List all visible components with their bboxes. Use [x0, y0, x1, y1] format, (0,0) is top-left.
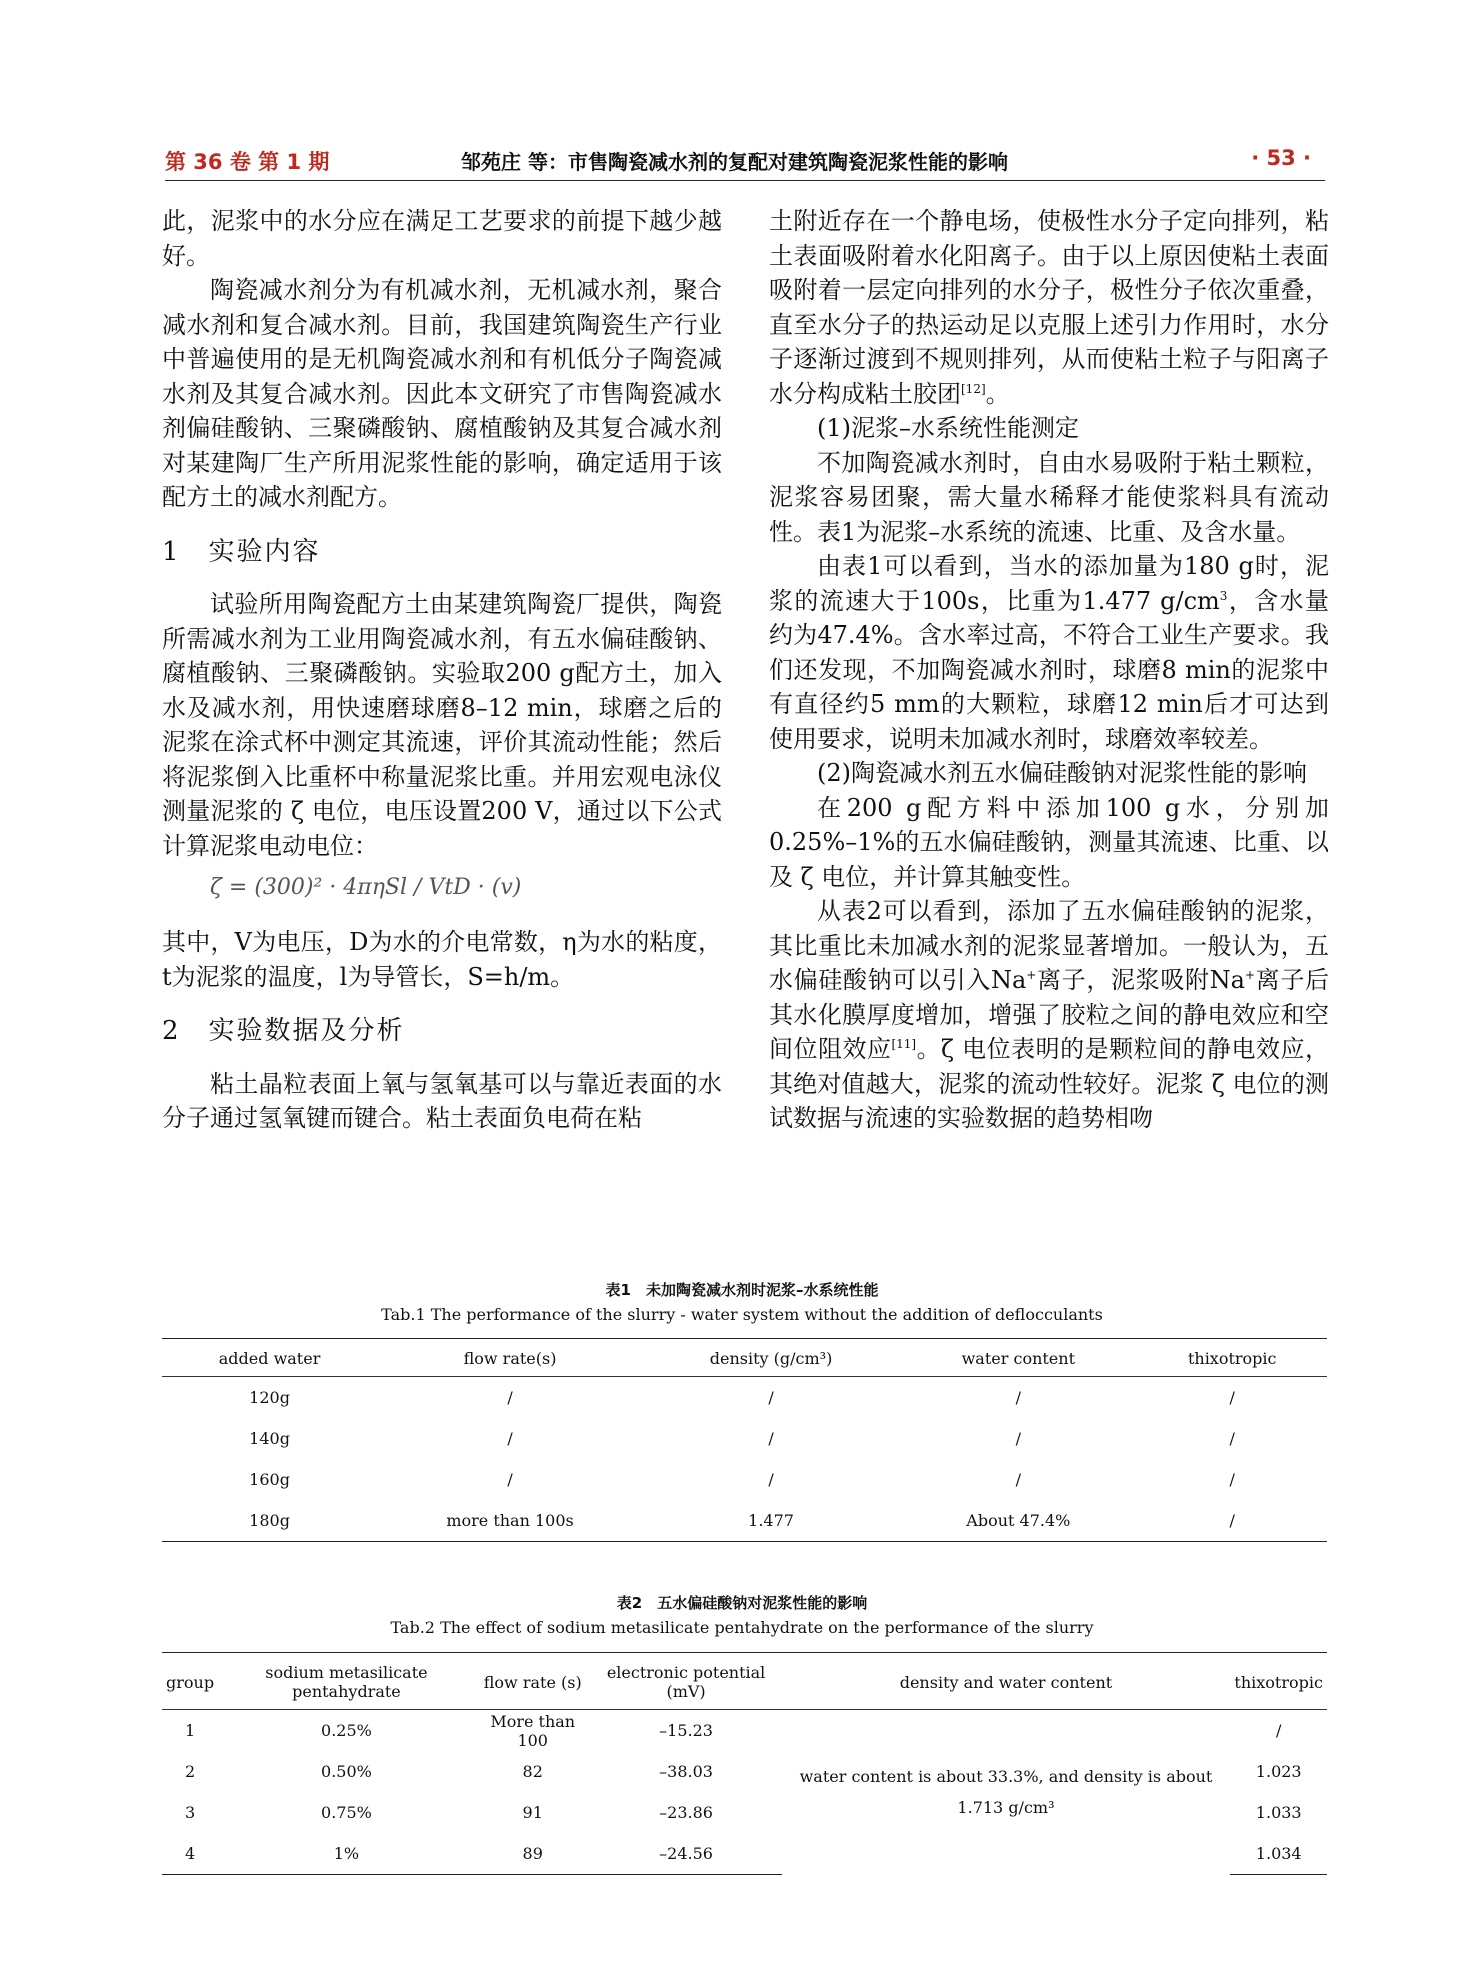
paragraph: 陶瓷减水剂分为有机减水剂，无机减水剂，聚合减水剂和复合减水剂。目前，我国建筑陶瓷生产行业中普遍使用的是无机陶瓷减水剂和有机低分子陶瓷减水剂及其复合减水剂。因此本文研究了市售陶瓷减水剂偏硅酸钠、三聚磷酸钠、腐植酸钠及其复合减水剂对某建陶厂生产所用泥浆性能的影响，确定适用于该配方土的减水剂配方。 [162, 276, 722, 511]
paragraph: 从表2可以看到，添加了五水偏硅酸钠的泥浆，其比重比未加减水剂的泥浆显著增加。一般认为，五水偏硅酸钠可以引入Na+离子，泥浆吸附Na+离子后其水化膜厚度增加，增强了胶粒之间的静电效应和空间位阻效应[11]。ζ 电位表明的是颗粒间的静电效应，其绝对值越大，泥浆的流动性较好。泥浆 ζ 电位的测试数据与流速的实验数据的趋势相吻 [769, 897, 1330, 1132]
paragraph: 此，泥浆中的水分应在满足工艺要求的前提下越少越好。 [162, 207, 722, 270]
paragraph: 土附近存在一个静电场，使极性水分子定向排列，粘土表面吸附着水化阳离子。由于以上原因使粘土表面吸附着一层定向排列的水分子，极性分子依次重叠，直至水分子的热运动足以克服上述引力作用时，水分子逐渐过渡到不规则排列，从而使粘土粒子与阳离子水分构成粘土胶团[12]。 [769, 207, 1329, 408]
table-2 [162, 1652, 1327, 1875]
journal-volume: 第 36 卷 第 1 期 [165, 150, 330, 174]
zeta-formula: ζ = (300)² · 4πηSl / VtD · (v) [210, 875, 522, 900]
table2-caption-en: Tab.2 The effect of sodium metasilicate pentahydrate on the performance of the slurry [390, 1618, 1094, 1637]
paragraph: 不加陶瓷减水剂时，自由水易吸附于粘土颗粒，泥浆容易团聚，需大量水稀释才能使浆料具有流动性。表1为泥浆–水系统的流速、比重、及含水量。 [769, 448, 1329, 546]
table-row: 2 0.50% 82 –38.03 1.023 [184, 1762, 1302, 1781]
paragraph: 试验所用陶瓷配方土由某建筑陶瓷厂提供，陶瓷所需减水剂为工业用陶瓷减水剂，有五水偏硅酸钠、腐植酸钠、三聚磷酸钠。实验取200 g配方土，加入水及减水剂，用快速磨球磨8–12 min，球磨之后的泥浆在涂式杯中测定其流速，评价其流动性能；然后将泥浆倒入比重杯中称量泥浆比重。并用宏观电泳仪测量泥浆的 ζ 电位，电压设置200 V，通过以下公式计算泥浆电动电位： [162, 590, 722, 860]
paragraph: 在200 g配方料中添加100 g水，分别加0.25%–1%的五水偏硅酸钠，测量其流速、比重、以及 ζ 电位，并计算其触变性。 [769, 793, 1329, 891]
paragraph: 其中，V为电压，D为水的介电常数，η为水的粘度，t为泥浆的温度，l为导管长，S=h/m。 [162, 928, 722, 991]
section-heading-2: 2 实验数据及分析 [162, 1016, 405, 1046]
table1-caption-en: Tab.1 The performance of the slurry - water system without the addition of deflocculants [381, 1305, 1103, 1324]
subheading-1: (1)泥浆–水系统性能测定 [817, 414, 1079, 442]
table-row: 4 1% 89 –24.56 1.034 [162, 1833, 1327, 1875]
table-1 [162, 1338, 1327, 1542]
subheading-2: (2)陶瓷减水剂五水偏硅酸钠对泥浆性能的影响 [817, 759, 1307, 787]
table-header: water content [899, 1339, 1137, 1377]
table-header: added water [162, 1339, 377, 1377]
paragraph: 由表1可以看到，当水的添加量为180 g时，泥浆的流速大于100s，比重为1.477 $g/cm^3$，含水量约为47.4%。含水率过高，不符合工业生产要求。我们还发现，不加陶瓷减水剂时，球磨8 min的泥浆中有直径约5 mm的大颗粒，球磨12 min后才可达到使用要求，说明未加减水剂时，球磨效率较差。 [769, 552, 1329, 753]
table-row: 180g more than 100s 1.477 About 47.4% / [162, 1500, 1327, 1542]
table-row: 3 0.75% 91 –23.86 1.033 [184, 1803, 1302, 1822]
running-header [165, 146, 1325, 182]
section-heading-1: 1 实验内容 [162, 536, 321, 567]
left-column [162, 204, 722, 1136]
table-header: density (g/cm³) [643, 1339, 899, 1377]
table2-caption-zh: 表2 五水偏硅酸钠对泥浆性能的影响 [616, 1594, 868, 1612]
table-header: electronic potential (mV) [591, 1653, 782, 1710]
table-row: 160g / / / / [249, 1470, 1235, 1489]
table-header: thixotropic [1230, 1653, 1327, 1710]
merged-density-cell: water content is about 33.3%, and density is about 1.713 g/cm³ [799, 1767, 1213, 1818]
table-header: flow rate (s) [475, 1653, 591, 1710]
table-header: thixotropic [1137, 1339, 1327, 1377]
citation: [11] [891, 1037, 917, 1051]
citation: [12] [961, 381, 986, 396]
paragraph: 粘土晶粒表面上氧与氢氧基可以与靠近表面的水分子通过氢氧键而键合。粘土表面负电荷在粘 [162, 1069, 722, 1132]
running-title: 邹苑庄 等：市售陶瓷减水剂的复配对建筑陶瓷泥浆性能的影响 [461, 150, 1008, 174]
table-header: flow rate(s) [377, 1339, 643, 1377]
right-column [769, 204, 1329, 1136]
header-rule [165, 180, 1325, 181]
table-row: 140g / / / / [249, 1429, 1235, 1448]
page-number: · 53 · [1251, 146, 1311, 170]
table-header: group [162, 1653, 218, 1710]
table-header: density and water content [782, 1653, 1231, 1710]
table1-caption-zh: 表1 未加陶瓷减水剂时泥浆–水系统性能 [605, 1281, 879, 1299]
table-header: sodium metasilicate pentahydrate [218, 1653, 475, 1710]
table-row: 120g / / / / [249, 1388, 1235, 1407]
table-row: 1 0.25% More than 100 –15.23 water content is about 33.3%, and density is about 1.713 g/cm³ / [162, 1710, 1327, 1752]
